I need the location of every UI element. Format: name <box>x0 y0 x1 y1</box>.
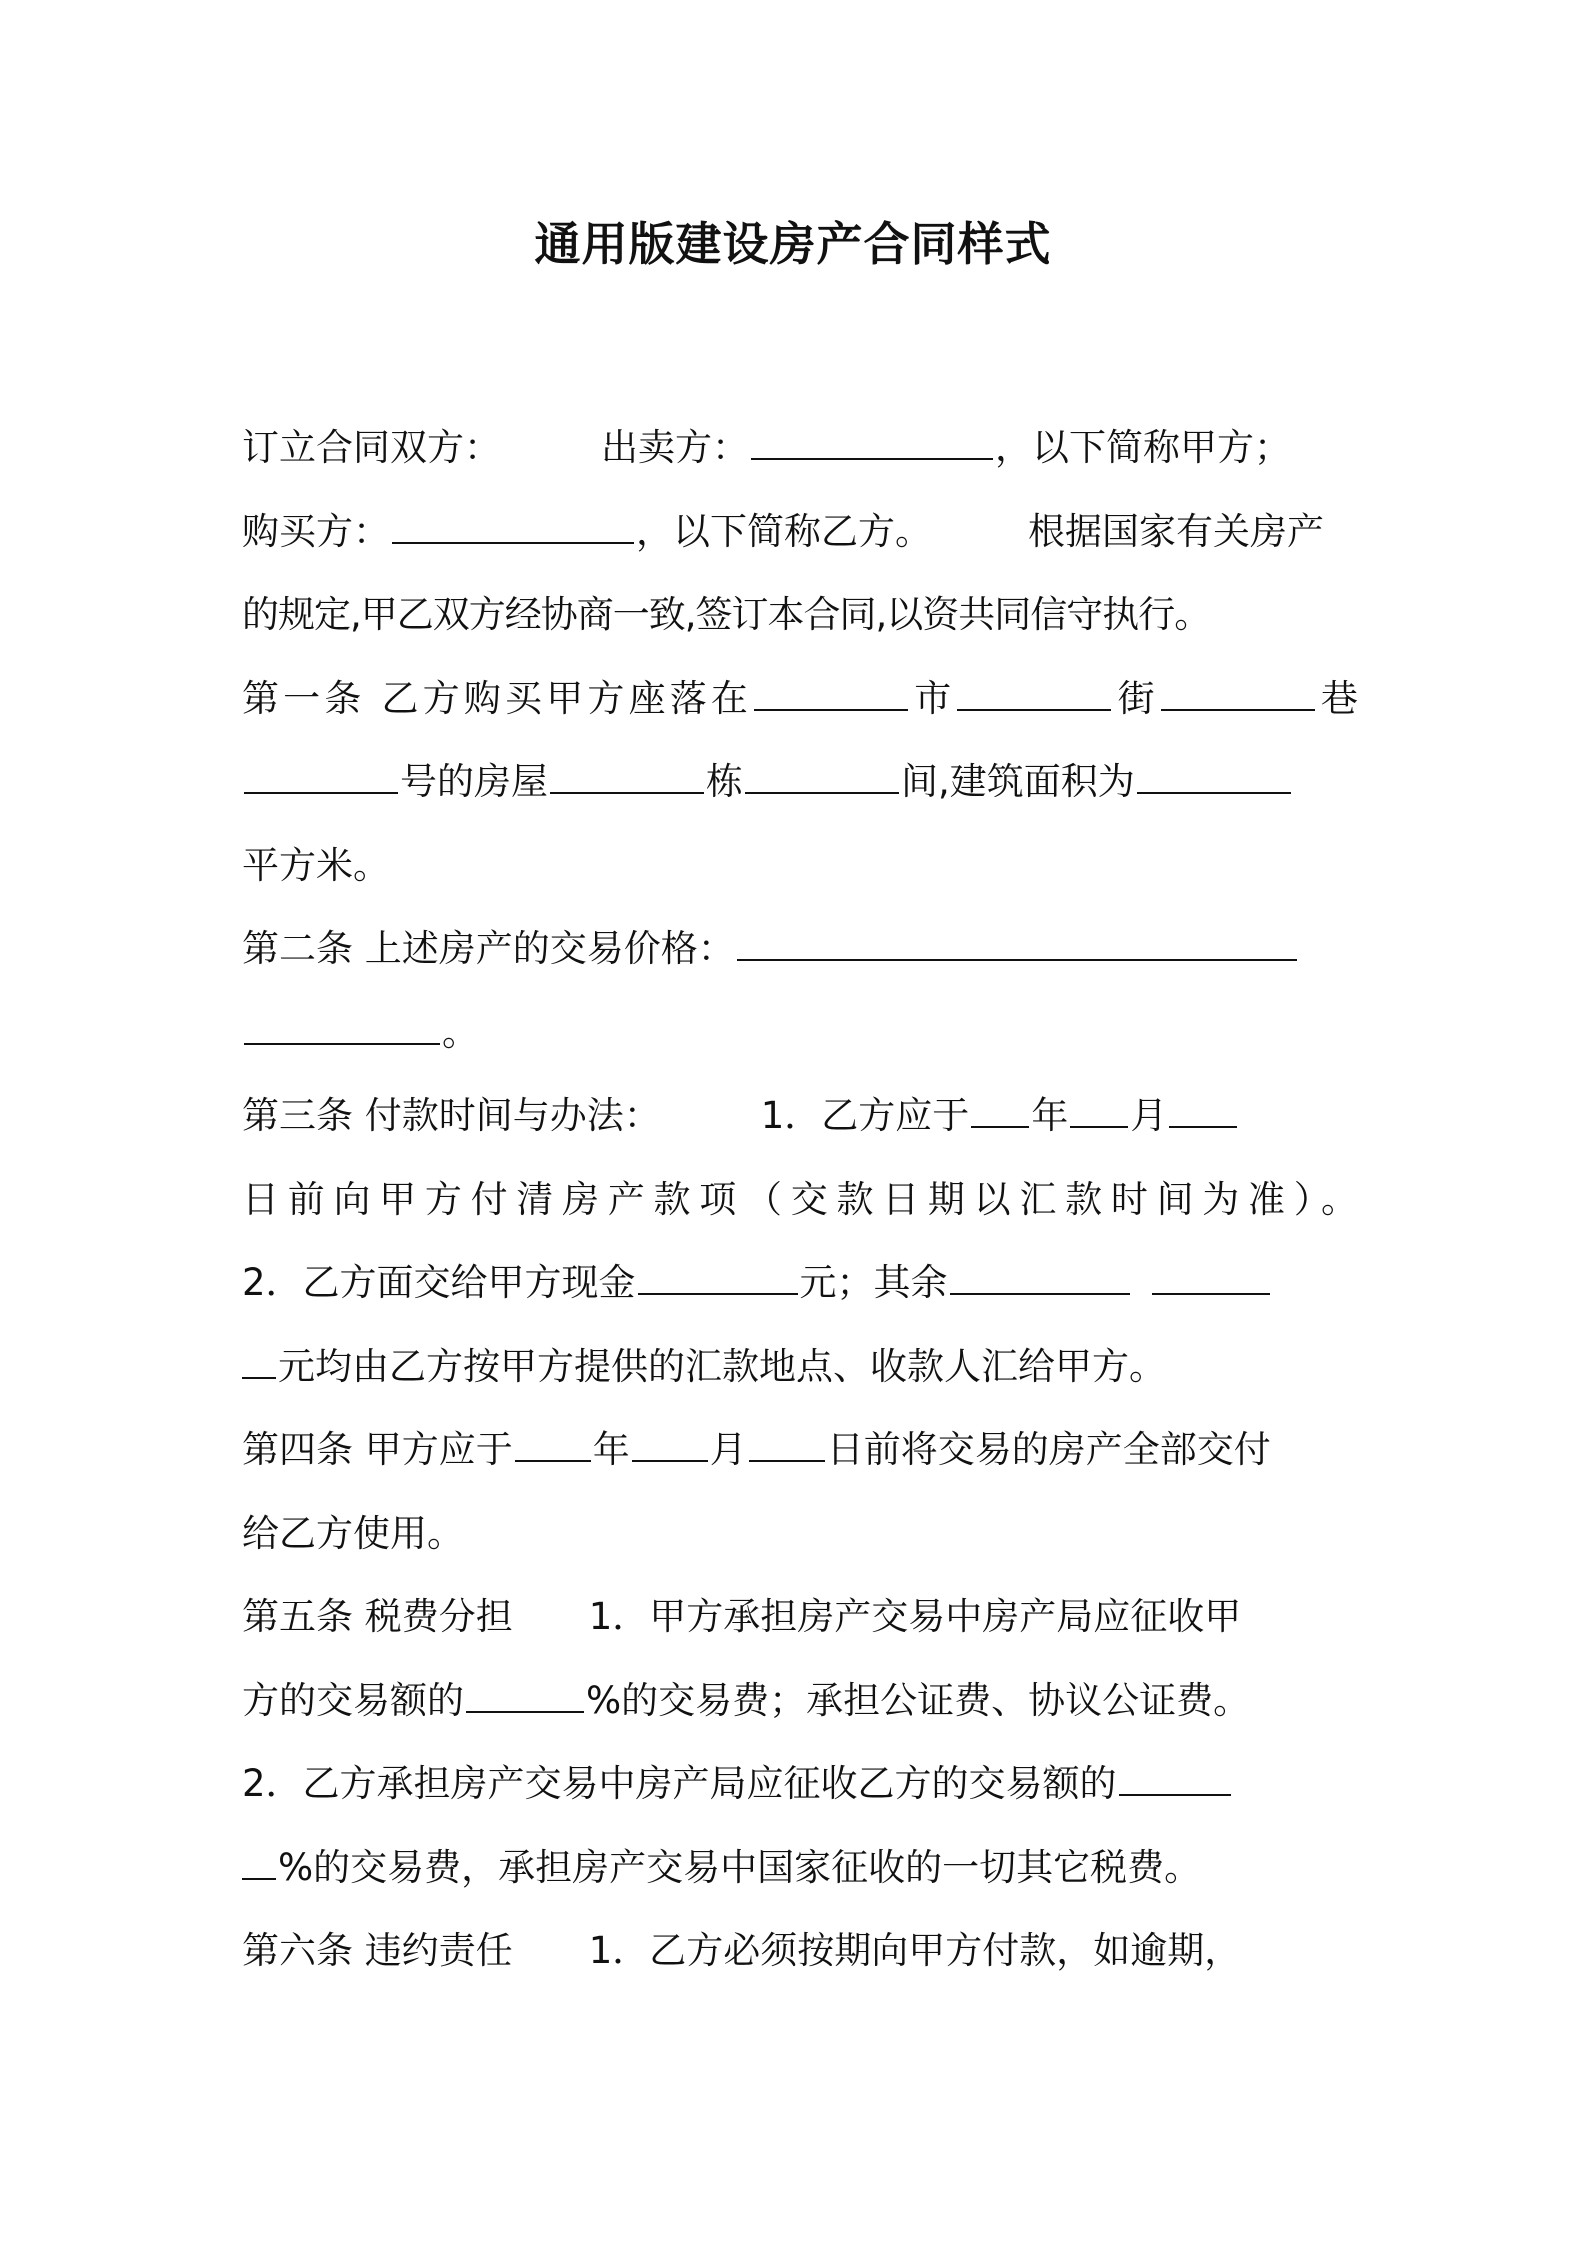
street-blank <box>957 675 1111 711</box>
article1-heading: 第一条 <box>242 676 366 720</box>
parties-intro: 订立合同双方： <box>242 426 501 469</box>
buyer-fee-blank-1 <box>1119 1760 1231 1796</box>
article2-text: 上述房产的交易价格： <box>364 927 735 970</box>
article2-heading: 第二条 <box>242 927 353 970</box>
basis-text-1: 根据国家有关房产 <box>1028 509 1324 553</box>
article2-line-2 <box>242 991 1358 1075</box>
pay-month-blank <box>1070 1092 1128 1128</box>
street-label: 街 <box>1113 676 1159 720</box>
parties-line-2 <box>242 490 1358 574</box>
buyer-blank <box>392 508 634 544</box>
article6-line-1 <box>242 1909 1358 1993</box>
article5-line-1 <box>242 1575 1358 1659</box>
article4-text-b: 日前将交易的房产全部交付 <box>826 1428 1271 1471</box>
article4-heading: 第四条 <box>242 1428 353 1471</box>
article6-item1-a: 1．乙方必须按期向甲方付款，如逾期， <box>588 1929 1242 1972</box>
article5-item1-b: 方的交易额的 <box>242 1678 464 1722</box>
article3-item2-b: 元；其余 <box>799 1261 948 1304</box>
parties-line-1 <box>242 406 1358 490</box>
deliver-year-label: 年 <box>592 1428 630 1471</box>
article6-text: 违约责任 <box>364 1929 513 1972</box>
article3-line-2 <box>242 1158 1358 1242</box>
buyer-suffix: ，以下简称乙方。 <box>636 509 932 553</box>
article1-line-3 <box>242 824 1358 908</box>
seller-label: 出卖方： <box>601 426 749 469</box>
seller-blank <box>751 424 993 460</box>
city-label: 市 <box>910 676 956 720</box>
buyer-label: 购买方： <box>242 509 390 553</box>
deliver-day-blank <box>749 1426 825 1462</box>
article3-line-1 <box>242 1074 1358 1158</box>
article3-item1-b: 日前向甲方付清房产款项（交款日期以汇款时间为准）。 <box>242 1177 1358 1221</box>
building-blank <box>550 758 704 794</box>
area-unit: 平方米。 <box>242 843 390 887</box>
article5-line-4 <box>242 1826 1358 1910</box>
pay-year-blank <box>971 1092 1029 1128</box>
article3-line-3 <box>242 1241 1358 1325</box>
room-label: 间,建筑面积为 <box>901 760 1135 803</box>
pay-year-label: 年 <box>1031 1094 1069 1137</box>
article3-heading: 第三条 <box>242 1094 353 1137</box>
article4-text-a: 甲方应于 <box>364 1428 513 1471</box>
rest-blank-1 <box>950 1259 1130 1295</box>
article3-text: 付款时间与办法： <box>364 1094 661 1137</box>
article5-item2-b: %的交易费，承担房产交易中国家征收的一切其它税费。 <box>278 1845 1202 1889</box>
article5-heading: 第五条 <box>242 1595 353 1638</box>
number-blank <box>244 758 398 794</box>
article5-line-2 <box>242 1659 1358 1743</box>
price-blank-1 <box>737 925 1297 961</box>
article4-line-1 <box>242 1408 1358 1492</box>
article3-item2-a: 2．乙方面交给甲方现金 <box>242 1261 636 1304</box>
document-body <box>242 406 1358 1993</box>
article5-line-3 <box>242 1742 1358 1826</box>
lane-blank <box>1161 675 1315 711</box>
article6-heading: 第六条 <box>242 1929 353 1972</box>
pay-month-label: 月 <box>1130 1094 1168 1137</box>
rest-blank-3 <box>242 1343 276 1379</box>
pay-day-blank <box>1169 1092 1237 1128</box>
cash-blank <box>638 1259 798 1295</box>
deliver-year-blank <box>515 1426 591 1462</box>
basis-text-2: 的规定,甲乙双方经协商一致,签订本合同,以资共同信守执行。 <box>242 593 1211 636</box>
article4-line-2 <box>242 1492 1358 1576</box>
lane-label: 巷 <box>1316 676 1358 720</box>
document-title: 通用版建设房产合同样式 <box>534 217 1052 271</box>
article3-item1-a: 1．乙方应于 <box>760 1094 970 1137</box>
article1-line-2 <box>242 740 1358 824</box>
deliver-month-label: 月 <box>709 1428 747 1471</box>
article3-line-4 <box>242 1325 1358 1409</box>
article3-item2-c: 元均由乙方按甲方提供的汇款地点、收款人汇给甲方。 <box>278 1344 1166 1388</box>
article2-end: 。 <box>442 1010 479 1054</box>
seller-suffix: ，以下简称甲方； <box>995 426 1291 469</box>
area-blank <box>1137 758 1291 794</box>
price-blank-2 <box>244 1009 440 1045</box>
article5-item1-a: 1．甲方承担房产交易中房产局应征收甲 <box>588 1595 1242 1638</box>
number-label: 号的房屋 <box>400 760 548 803</box>
city-blank <box>754 675 908 711</box>
article2-line-1 <box>242 907 1358 991</box>
article5-item2-a: 2．乙方承担房产交易中房产局应征收乙方的交易额的 <box>242 1762 1117 1805</box>
building-label: 栋 <box>706 760 743 803</box>
room-blank <box>745 758 899 794</box>
buyer-fee-blank-2 <box>242 1844 276 1880</box>
article4-text-c: 给乙方使用。 <box>242 1511 464 1555</box>
deliver-month-blank <box>632 1426 708 1462</box>
rest-blank-2 <box>1152 1259 1270 1295</box>
seller-fee-blank <box>466 1677 584 1713</box>
article5-item1-c: %的交易费；承担公证费、协议公证费。 <box>586 1678 1251 1722</box>
article1-line-1 <box>242 657 1358 741</box>
parties-line-3 <box>242 573 1358 657</box>
article5-text: 税费分担 <box>364 1595 513 1638</box>
article1-text: 乙方购买甲方座落在 <box>381 676 753 720</box>
